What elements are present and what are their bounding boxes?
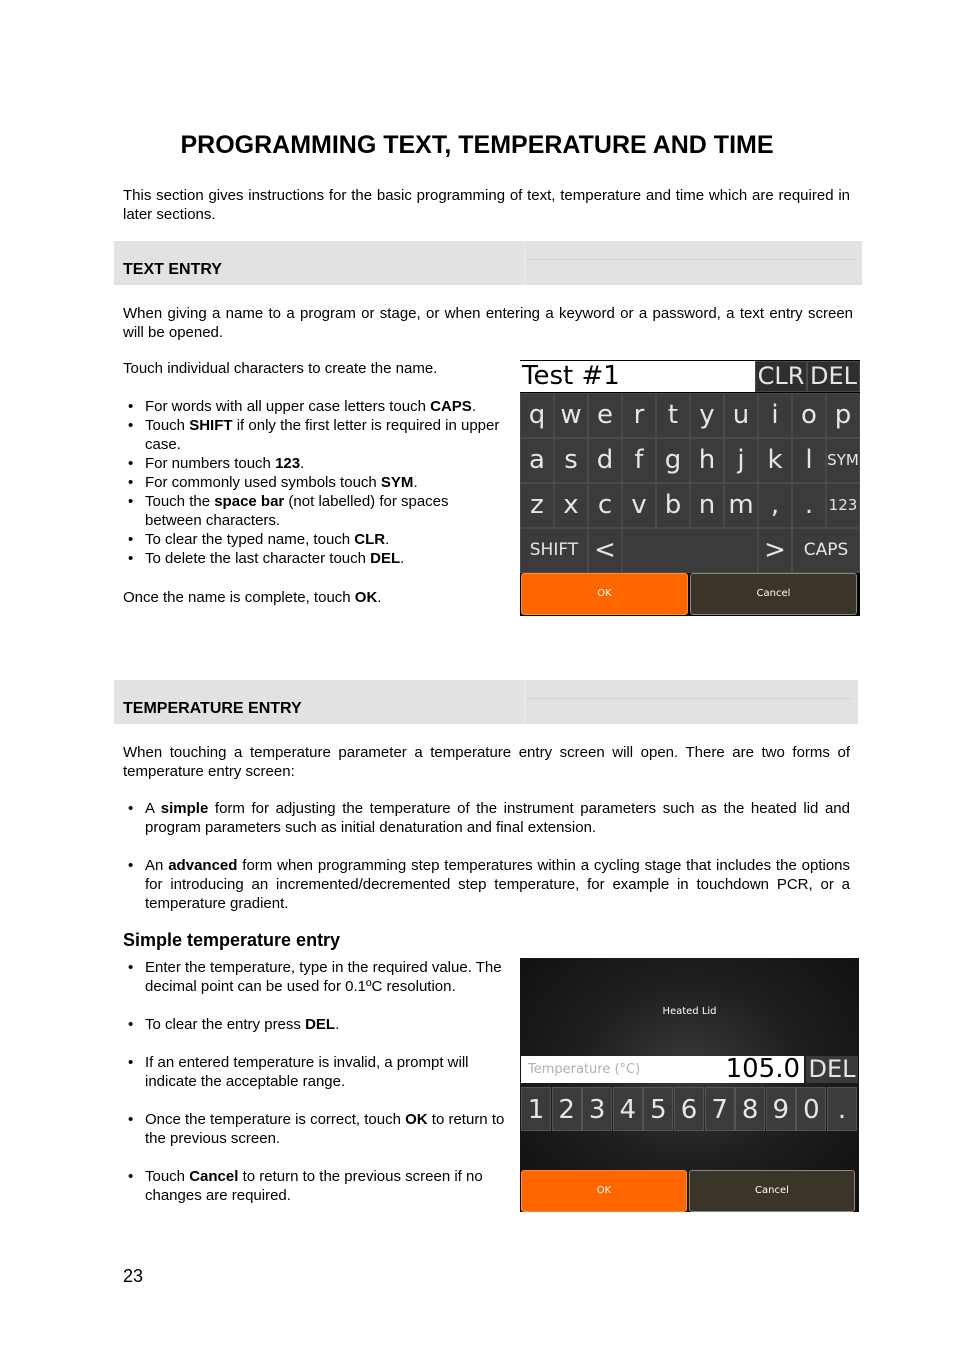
key-a[interactable]: a: [520, 438, 554, 483]
list-item: • To clear the entry press DEL.: [123, 1015, 515, 1034]
list-item: • An advanced form when programming step temperatures within a cycling stage that includes the options for introducing an incremented/decremented step temperature, for example in touchdown PCR, or a temperature gradient.: [123, 856, 850, 913]
key-c[interactable]: c: [588, 483, 622, 528]
key-j[interactable]: j: [724, 438, 758, 483]
temperature-entry-screenshot: [520, 958, 859, 1212]
num-key-7[interactable]: 7: [705, 1087, 735, 1131]
key-w[interactable]: w: [554, 393, 588, 438]
num-key-8[interactable]: 8: [735, 1087, 765, 1131]
list-item: • Touch Cancel to return to the previous screen if no changes are required.: [123, 1167, 515, 1205]
section-band-text-entry: [114, 241, 862, 285]
cancel-button[interactable]: Cancel: [690, 573, 857, 615]
key-b[interactable]: b: [656, 483, 690, 528]
cursor-left-key[interactable]: <: [588, 528, 622, 573]
key-n[interactable]: n: [690, 483, 724, 528]
simple-temperature-list: [123, 958, 515, 1205]
space-bar-key[interactable]: [622, 528, 758, 573]
key-z[interactable]: z: [520, 483, 554, 528]
key-r[interactable]: r: [622, 393, 656, 438]
cancel-button[interactable]: Cancel: [689, 1170, 855, 1212]
key-f[interactable]: f: [622, 438, 656, 483]
temperature-forms-list: [123, 799, 850, 913]
list-item: • For commonly used symbols touch SYM.: [123, 473, 508, 492]
text-entry-field[interactable]: Test #1: [520, 361, 755, 392]
list-item: • If an entered temperature is invalid, a prompt will indicate the acceptable range.: [123, 1053, 515, 1091]
key-sym[interactable]: SYM: [826, 438, 860, 483]
key-123[interactable]: 123: [826, 483, 860, 528]
key-u[interactable]: u: [724, 393, 758, 438]
list-item: • A simple form for adjusting the temperature of the instrument parameters such as the heated lid and program parameters such as initial denaturation and final extension.: [123, 799, 850, 837]
del-key[interactable]: DEL: [806, 1056, 858, 1083]
text-entry-done: Once the name is complete, touch OK.: [123, 589, 382, 606]
key-h[interactable]: h: [690, 438, 724, 483]
key-i[interactable]: i: [758, 393, 792, 438]
num-key-2[interactable]: 2: [552, 1087, 582, 1131]
page-title: PROGRAMMING TEXT, TEMPERATURE AND TIME: [180, 131, 774, 159]
key-d[interactable]: d: [588, 438, 622, 483]
clr-key[interactable]: CLR: [755, 361, 807, 392]
cursor-right-key[interactable]: >: [758, 528, 792, 573]
temperature-input[interactable]: [521, 1056, 804, 1083]
shift-key[interactable]: SHIFT: [520, 528, 588, 573]
key-y[interactable]: y: [690, 393, 724, 438]
list-item: • For words with all upper case letters touch CAPS.: [123, 397, 508, 416]
temperature-placeholder: Temperature (°C): [528, 1062, 641, 1077]
key-t[interactable]: t: [656, 393, 690, 438]
list-item: • Touch the space bar (not labelled) for spaces between characters.: [123, 492, 508, 530]
key-q[interactable]: q: [520, 393, 554, 438]
num-key-3[interactable]: 3: [582, 1087, 612, 1131]
key-e[interactable]: e: [588, 393, 622, 438]
num-key-4[interactable]: 4: [613, 1087, 643, 1131]
num-key-1[interactable]: 1: [521, 1087, 551, 1131]
key-period[interactable]: .: [792, 483, 826, 528]
text-entry-screenshot: [520, 360, 860, 616]
ok-button[interactable]: OK: [521, 573, 688, 615]
list-item: • Touch SHIFT if only the first letter is required in upper case.: [123, 416, 508, 454]
key-s[interactable]: s: [554, 438, 588, 483]
page-number: 23: [123, 1266, 144, 1286]
temperature-entry-paragraph: When touching a temperature parameter a temperature entry screen will open. There are two forms of temperature entry screen:: [123, 744, 850, 780]
caps-key[interactable]: CAPS: [792, 528, 860, 573]
simple-temperature-heading: Simple temperature entry: [123, 930, 341, 950]
text-entry-paragraph: When giving a name to a program or stage, or when entering a keyword or a password, a text entry screen will be opened.: [123, 305, 853, 341]
section-heading-temperature-entry: TEMPERATURE ENTRY: [123, 700, 302, 717]
text-entry-instruction: Touch individual characters to create the name.: [123, 360, 438, 377]
key-m[interactable]: m: [724, 483, 758, 528]
list-item: • To clear the typed name, touch CLR.: [123, 530, 508, 549]
list-item: • For numbers touch 123.: [123, 454, 508, 473]
key-g[interactable]: g: [656, 438, 690, 483]
key-o[interactable]: o: [792, 393, 826, 438]
key-v[interactable]: v: [622, 483, 656, 528]
list-item: • Enter the temperature, type in the required value. The decimal point can be used for 0.1ºC resolution.: [123, 958, 515, 996]
num-key-9[interactable]: 9: [766, 1087, 796, 1131]
key-comma[interactable]: ,: [758, 483, 792, 528]
num-key-0[interactable]: 0: [796, 1087, 826, 1131]
temperature-value: 105.0: [725, 1054, 800, 1084]
intro-paragraph: This section gives instructions for the basic programming of text, temperature and time which are required in later sections.: [123, 187, 850, 223]
key-k[interactable]: k: [758, 438, 792, 483]
num-key-6[interactable]: 6: [674, 1087, 704, 1131]
ok-button[interactable]: OK: [521, 1170, 687, 1212]
heated-lid-label: Heated Lid: [662, 1006, 717, 1017]
list-item: • Once the temperature is correct, touch OK to return to the previous screen.: [123, 1110, 515, 1148]
num-key-point[interactable]: .: [827, 1087, 857, 1131]
num-key-5[interactable]: 5: [643, 1087, 673, 1131]
list-item: • To delete the last character touch DEL.: [123, 549, 508, 568]
del-key[interactable]: DEL: [807, 361, 860, 392]
key-l[interactable]: l: [792, 438, 826, 483]
key-p[interactable]: p: [826, 393, 860, 438]
section-heading-text-entry: TEXT ENTRY: [123, 261, 222, 278]
key-x[interactable]: x: [554, 483, 588, 528]
section-band-temperature-entry: [114, 680, 858, 724]
text-entry-bullet-list: [123, 397, 508, 568]
